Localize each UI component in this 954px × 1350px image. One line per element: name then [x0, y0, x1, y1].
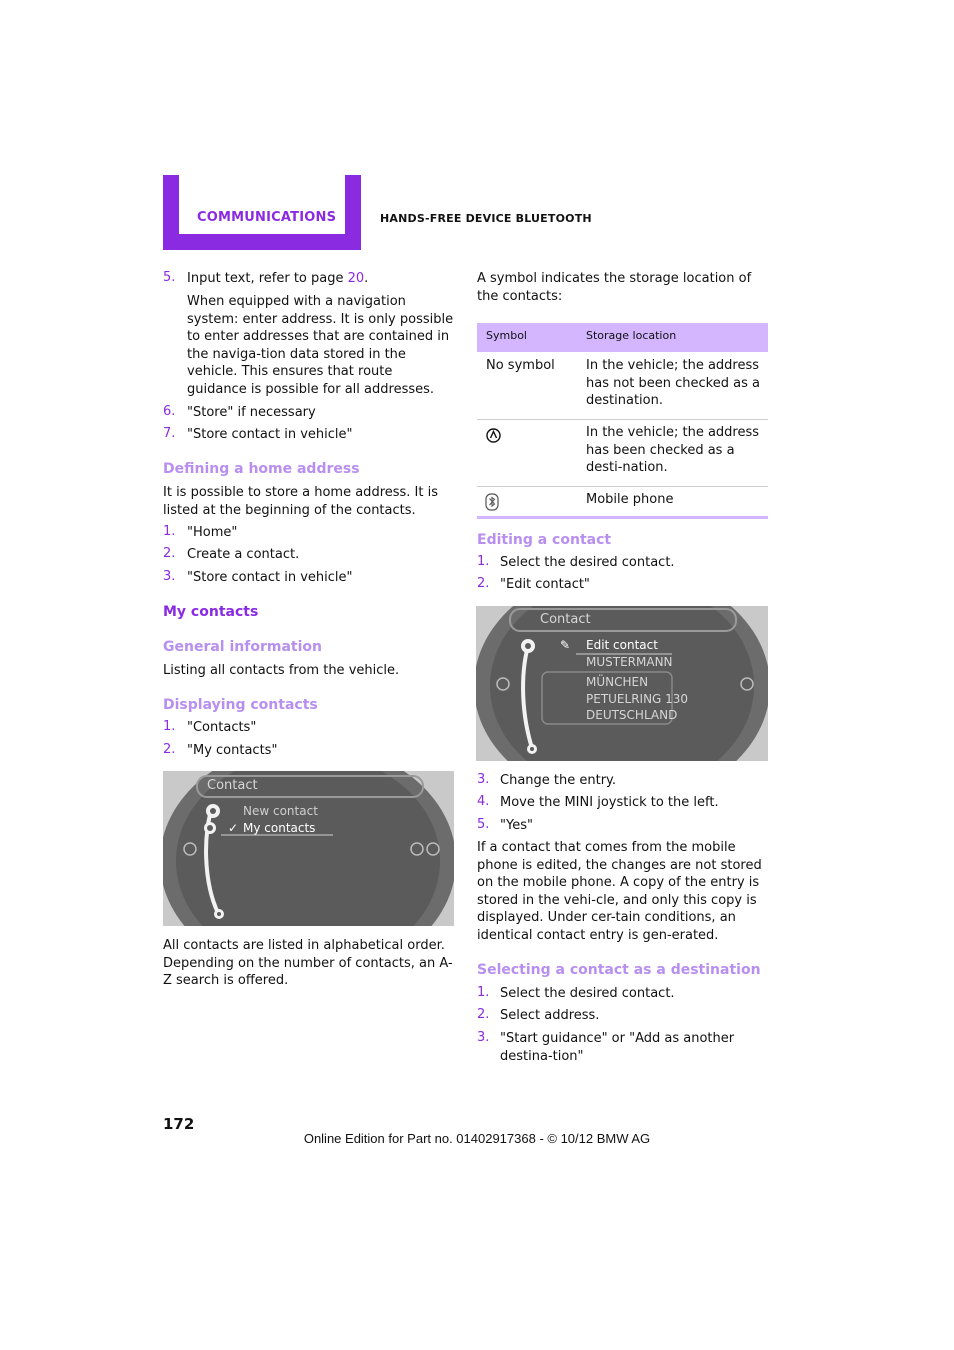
table-location-cell: In the vehicle; the address has been checked as a desti-nation.	[586, 425, 760, 476]
home-address-heading: Defining a home address	[163, 461, 360, 477]
displaying-contacts-heading: Displaying contacts	[163, 697, 318, 713]
step-text: "Store contact in vehicle"	[187, 427, 353, 442]
step-text: Select the desired contact.	[500, 986, 675, 1001]
screen-title: Contact	[207, 778, 258, 793]
edit-contact-note: If a contact that comes from the mobile phone is edited, the changes are not stored on the mobile phone. A copy of the entry is stored in the vehi-cle, and only this copy is displayed. Under cer-tain conditions, an identical contact entry is gen-erated.	[477, 840, 762, 943]
navigation-check-icon	[485, 427, 502, 444]
step-text-part: .	[364, 271, 369, 286]
home-address-text: It is possible to store a home address. It is listed at the beginning of the contacts.	[163, 485, 439, 518]
step-text: "Home"	[187, 525, 238, 540]
step-number: 1.	[477, 554, 490, 569]
step-number: 3.	[477, 1030, 490, 1045]
page-link[interactable]: 20	[347, 271, 365, 286]
check-icon: ✓	[228, 821, 239, 835]
address-country: DEUTSCHLAND	[586, 708, 678, 722]
step-note: When equipped with a navigation system: enter address. It is only possible to enter addresses that are contained in the naviga-tion data stored in the vehicle. This ensures that route guidance is possible for all addresses.	[187, 294, 454, 397]
table-divider	[477, 486, 768, 487]
general-info-text: Listing all contacts from the vehicle.	[163, 663, 400, 678]
editing-contact-heading: Editing a contact	[477, 532, 612, 548]
display-frame	[163, 771, 454, 926]
menu-item-my-contacts[interactable]: My contacts	[243, 821, 316, 835]
step-number: 5.	[163, 270, 176, 285]
screen-title: Contact	[540, 612, 591, 627]
step-text: "My contacts"	[187, 743, 278, 758]
section-title: HANDS-FREE DEVICE BLUETOOTH	[380, 212, 592, 225]
edit-contact-screenshot	[476, 606, 768, 761]
table-location-cell: Mobile phone	[586, 492, 674, 507]
pencil-icon: ✎	[560, 638, 571, 652]
chapter-tab-inner	[179, 175, 345, 234]
header-symbol: Symbol	[486, 329, 527, 342]
step-text: "Start guidance" or "Add as another destina-tion"	[500, 1031, 735, 1064]
bluetooth-phone-icon	[485, 493, 499, 511]
step-text: "Store contact in vehicle"	[187, 570, 353, 585]
step-number: 1.	[163, 719, 176, 734]
step-number: 3.	[163, 569, 176, 584]
step-text: Change the entry.	[500, 773, 617, 788]
step-text: Create a contact.	[187, 547, 300, 562]
contact-name[interactable]: MUSTERMANN	[586, 655, 673, 669]
table-bottom-rule	[477, 516, 768, 519]
chapter-tab	[163, 175, 361, 250]
step-number: 2.	[163, 742, 176, 757]
step-text-part: Input text, refer to page	[187, 271, 348, 286]
step-number: 6.	[163, 404, 176, 419]
step-number: 1.	[163, 524, 176, 539]
table-symbol-cell: No symbol	[486, 358, 555, 373]
header-storage-location: Storage location	[586, 329, 677, 342]
contact-menu-screenshot	[163, 771, 454, 926]
table-location-cell: In the vehicle; the address has not been checked as a destination.	[586, 358, 760, 409]
alphabetical-info-text: All contacts are listed in alphabetical order. Depending on the number of contacts, an A-Z search is offered.	[163, 938, 453, 989]
step-text: Select the desired contact.	[500, 555, 675, 570]
step-number: 7.	[163, 426, 176, 441]
step-number: 5.	[477, 817, 490, 832]
page-number: 172	[163, 1115, 195, 1133]
chapter-title: COMMUNICATIONS	[197, 210, 337, 225]
address-street: PETUELRING 130	[586, 692, 689, 706]
general-info-heading: General information	[163, 639, 322, 655]
step-number: 4.	[477, 794, 490, 809]
contact-destination-heading: Selecting a contact as a destination	[477, 962, 761, 978]
table-divider	[477, 419, 768, 420]
step-text	[187, 270, 457, 288]
my-contacts-heading: My contacts	[163, 604, 259, 620]
step-number: 2.	[477, 1007, 490, 1022]
menu-item-new-contact[interactable]: New contact	[243, 804, 318, 818]
step-text: "Edit contact"	[500, 577, 590, 592]
step-number: 2.	[477, 576, 490, 591]
address-city: MÜNCHEN	[586, 675, 649, 689]
storage-table-header	[477, 323, 768, 352]
menu-item-edit-contact[interactable]: Edit contact	[586, 638, 658, 652]
step-number: 3.	[477, 772, 490, 787]
step-number: 2.	[163, 546, 176, 561]
step-number: 1.	[477, 985, 490, 1000]
step-text: "Yes"	[500, 818, 533, 833]
step-text: Select address.	[500, 1008, 600, 1023]
edition-footer: Online Edition for Part no. 01402917368 - © 10/12 BMW AG	[303, 1131, 651, 1146]
step-text: "Contacts"	[187, 720, 257, 735]
symbol-intro-text: A symbol indicates the storage location of the contacts:	[477, 271, 752, 304]
step-text: "Store" if necessary	[187, 405, 316, 420]
step-text: Move the MINI joystick to the left.	[500, 795, 719, 810]
